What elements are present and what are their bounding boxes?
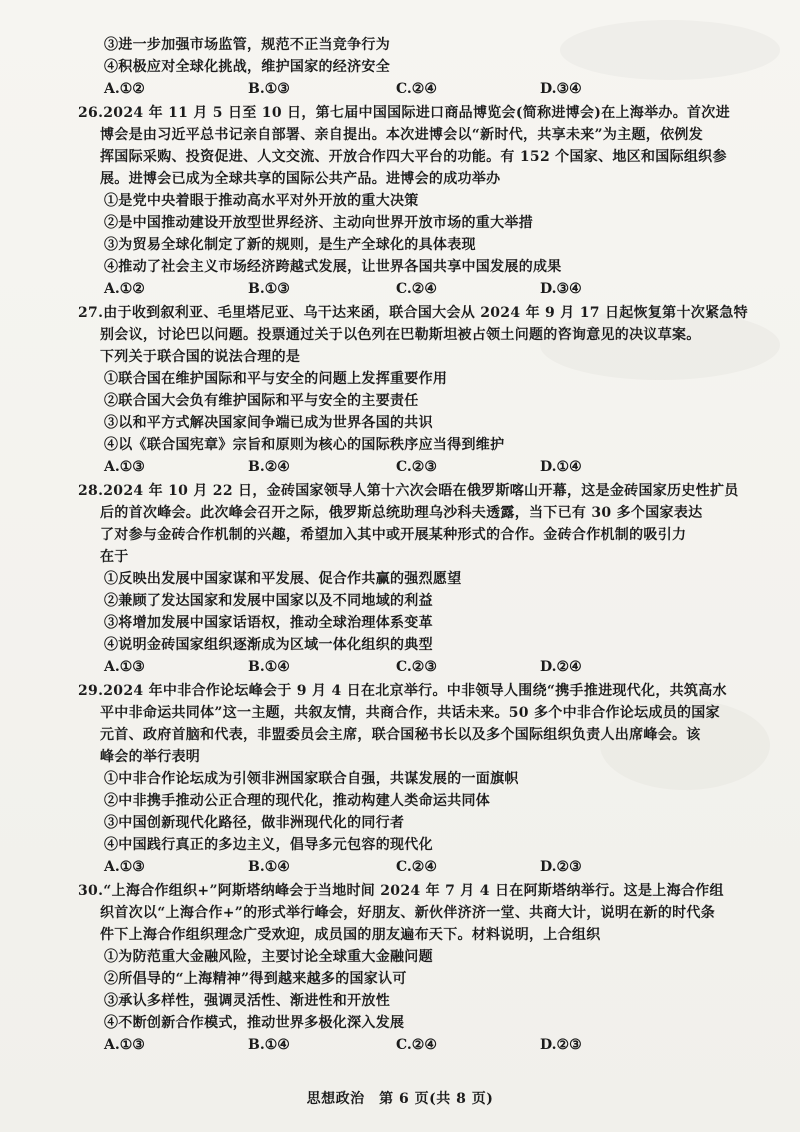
answer-option-c[interactable]: C.②④ <box>396 859 437 875</box>
answer-option-b[interactable]: B.②④ <box>248 459 290 475</box>
choice-item: ②中非携手推动公正合理的现代化，推动构建人类命运共同体 <box>104 793 491 809</box>
choice-item: ①为防范重大金融风险，主要讨论全球重大金融问题 <box>104 949 433 965</box>
question-stem-line: 挥国际采购、投资促进、人文交流、开放合作四大平台的功能。有 152 个国家、地区和国际组织参 <box>100 149 727 165</box>
print-smudge <box>560 20 780 80</box>
choice-item: ④推动了社会主义市场经济跨越式发展，让世界各国共享中国发展的成果 <box>104 259 562 275</box>
answer-option-d[interactable]: D.②④ <box>540 659 582 675</box>
choice-item: ①是党中央着眼于推动高水平对外开放的重大决策 <box>104 193 419 209</box>
question-stem-line: 件下上海合作组织理念广受欢迎，成员国的朋友遍布天下。材料说明，上合组织 <box>100 927 601 943</box>
answer-option-d[interactable]: D.②③ <box>540 1037 582 1053</box>
choice-item: ④中国践行真正的多边主义，倡导多元包容的现代化 <box>104 837 433 853</box>
choice-item: ③以和平方式解决国家间争端已成为世界各国的共识 <box>104 415 433 431</box>
choice-item: ④不断创新合作模式，推动世界多极化深入发展 <box>104 1015 405 1031</box>
answer-option-c[interactable]: C.②④ <box>396 1037 437 1053</box>
question-stem-start: 26.2024 年 11 月 5 日至 10 日，第七届中国国际进口商品博览会(简称进博会)在上海举办。首次进 <box>78 105 730 121</box>
answer-option-b[interactable]: B.①③ <box>248 81 290 97</box>
answer-option-c[interactable]: C.②③ <box>396 659 437 675</box>
choice-item: ③进一步加强市场监管，规范不正当竞争行为 <box>104 37 390 53</box>
choice-item: ④积极应对全球化挑战，维护国家的经济安全 <box>104 59 390 75</box>
question-stem-start: 28.2024 年 10 月 22 日，金砖国家领导人第十六次会晤在俄罗斯喀山开幕，这是金砖国家历史性扩员 <box>78 483 739 499</box>
answer-option-b[interactable]: B.①④ <box>248 659 290 675</box>
answer-option-b[interactable]: B.①④ <box>248 1037 290 1053</box>
answer-option-c[interactable]: C.②④ <box>396 281 437 297</box>
answer-option-c[interactable]: C.②③ <box>396 459 437 475</box>
answer-option-a[interactable]: A.①③ <box>104 1037 145 1053</box>
question-stem-line: 博会是由习近平总书记亲自部署、亲自提出。本次进博会以“新时代，共享未来”为主题，依例发 <box>100 127 704 143</box>
choice-item: ①中非合作论坛成为引领非洲国家联合自强，共谋发展的一面旗帜 <box>104 771 519 787</box>
choice-item: ③为贸易全球化制定了新的规则，是生产全球化的具体表现 <box>104 237 476 253</box>
answer-option-d[interactable]: D.③④ <box>540 281 582 297</box>
question-stem-line: 平中非命运共同体”这一主题，共叙友情，共商合作，共话未来。50 多个中非合作论坛成员的国家 <box>100 705 720 721</box>
question-stem-line: 在于 <box>100 549 129 565</box>
question-stem-line: 别会议，讨论巴以问题。投票通过关于以色列在巴勒斯坦被占领土问题的咨询意见的决议草案。 <box>100 327 701 343</box>
question-stem-line: 展。进博会已成为全球共享的国际公共产品。进博会的成功举办 <box>100 171 501 187</box>
answer-option-a[interactable]: A.①② <box>104 281 145 297</box>
answer-option-a[interactable]: A.①③ <box>104 859 145 875</box>
choice-item: ②兼顾了发达国家和发展中国家以及不同地域的利益 <box>104 593 433 609</box>
answer-option-c[interactable]: C.②④ <box>396 81 437 97</box>
choice-item: ④说明金砖国家组织逐渐成为区域一体化组织的典型 <box>104 637 433 653</box>
choice-item: ④以《联合国宪章》宗旨和原则为核心的国际秩序应当得到维护 <box>104 437 505 453</box>
choice-item: ②是中国推动建设开放型世界经济、主动向世界开放市场的重大举措 <box>104 215 533 231</box>
question-stem-start: 27.由于收到叙利亚、毛里塔尼亚、乌干达来函，联合国大会从 2024 年 9 月 17 日起恢复第十次紧急特 <box>78 305 748 321</box>
question-stem-line: 后的首次峰会。此次峰会召开之际，俄罗斯总统助理乌沙科夫透露，当下已有 30 多个国家表达 <box>100 505 703 521</box>
choice-item: ②所倡导的“上海精神”得到越来越多的国家认可 <box>104 971 407 987</box>
choice-item: ①反映出发展中国家谋和平发展、促合作共赢的强烈愿望 <box>104 571 462 587</box>
answer-option-a[interactable]: A.①③ <box>104 459 145 475</box>
question-stem-line: 峰会的举行表明 <box>100 749 201 765</box>
answer-option-d[interactable]: D.①④ <box>540 459 582 475</box>
answer-option-d[interactable]: D.③④ <box>540 81 582 97</box>
question-stem-start: 30.“上海合作组织+”阿斯塔纳峰会于当地时间 2024 年 7 月 4 日在阿斯塔纳举行。这是上海合作组 <box>78 883 724 899</box>
answer-option-d[interactable]: D.②③ <box>540 859 582 875</box>
answer-option-b[interactable]: B.①③ <box>248 281 290 297</box>
page-footer: 思想政治 第 6 页(共 8 页) <box>306 1091 494 1107</box>
answer-option-b[interactable]: B.①④ <box>248 859 290 875</box>
answer-option-a[interactable]: A.①③ <box>104 659 145 675</box>
choice-item: ③承认多样性，强调灵活性、渐进性和开放性 <box>104 993 390 1009</box>
question-stem-line: 了对参与金砖合作机制的兴趣，希望加入其中或开展某种形式的合作。金砖合作机制的吸引力 <box>100 527 687 543</box>
answer-option-a[interactable]: A.①② <box>104 81 145 97</box>
choice-item: ①联合国在维护国际和平与安全的问题上发挥重要作用 <box>104 371 448 387</box>
question-stem-line: 织首次以“上海合作+”的形式举行峰会，好朋友、新伙伴济济一堂、共商大计，说明在新的时代条 <box>100 905 716 921</box>
choice-item: ②联合国大会负有维护国际和平与安全的主要责任 <box>104 393 419 409</box>
choice-item: ③中国创新现代化路径，做非洲现代化的同行者 <box>104 815 405 831</box>
question-stem-line: 下列关于联合国的说法合理的是 <box>100 349 301 365</box>
question-stem-line: 元首、政府首脑和代表，非盟委员会主席，联合国秘书长以及多个国际组织负责人出席峰会。该 <box>100 727 701 743</box>
choice-item: ③将增加发展中国家话语权，推动全球治理体系变革 <box>104 615 433 631</box>
question-stem-start: 29.2024 年中非合作论坛峰会于 9 月 4 日在北京举行。中非领导人围绕“携手推进现代化，共筑高水 <box>78 683 727 699</box>
